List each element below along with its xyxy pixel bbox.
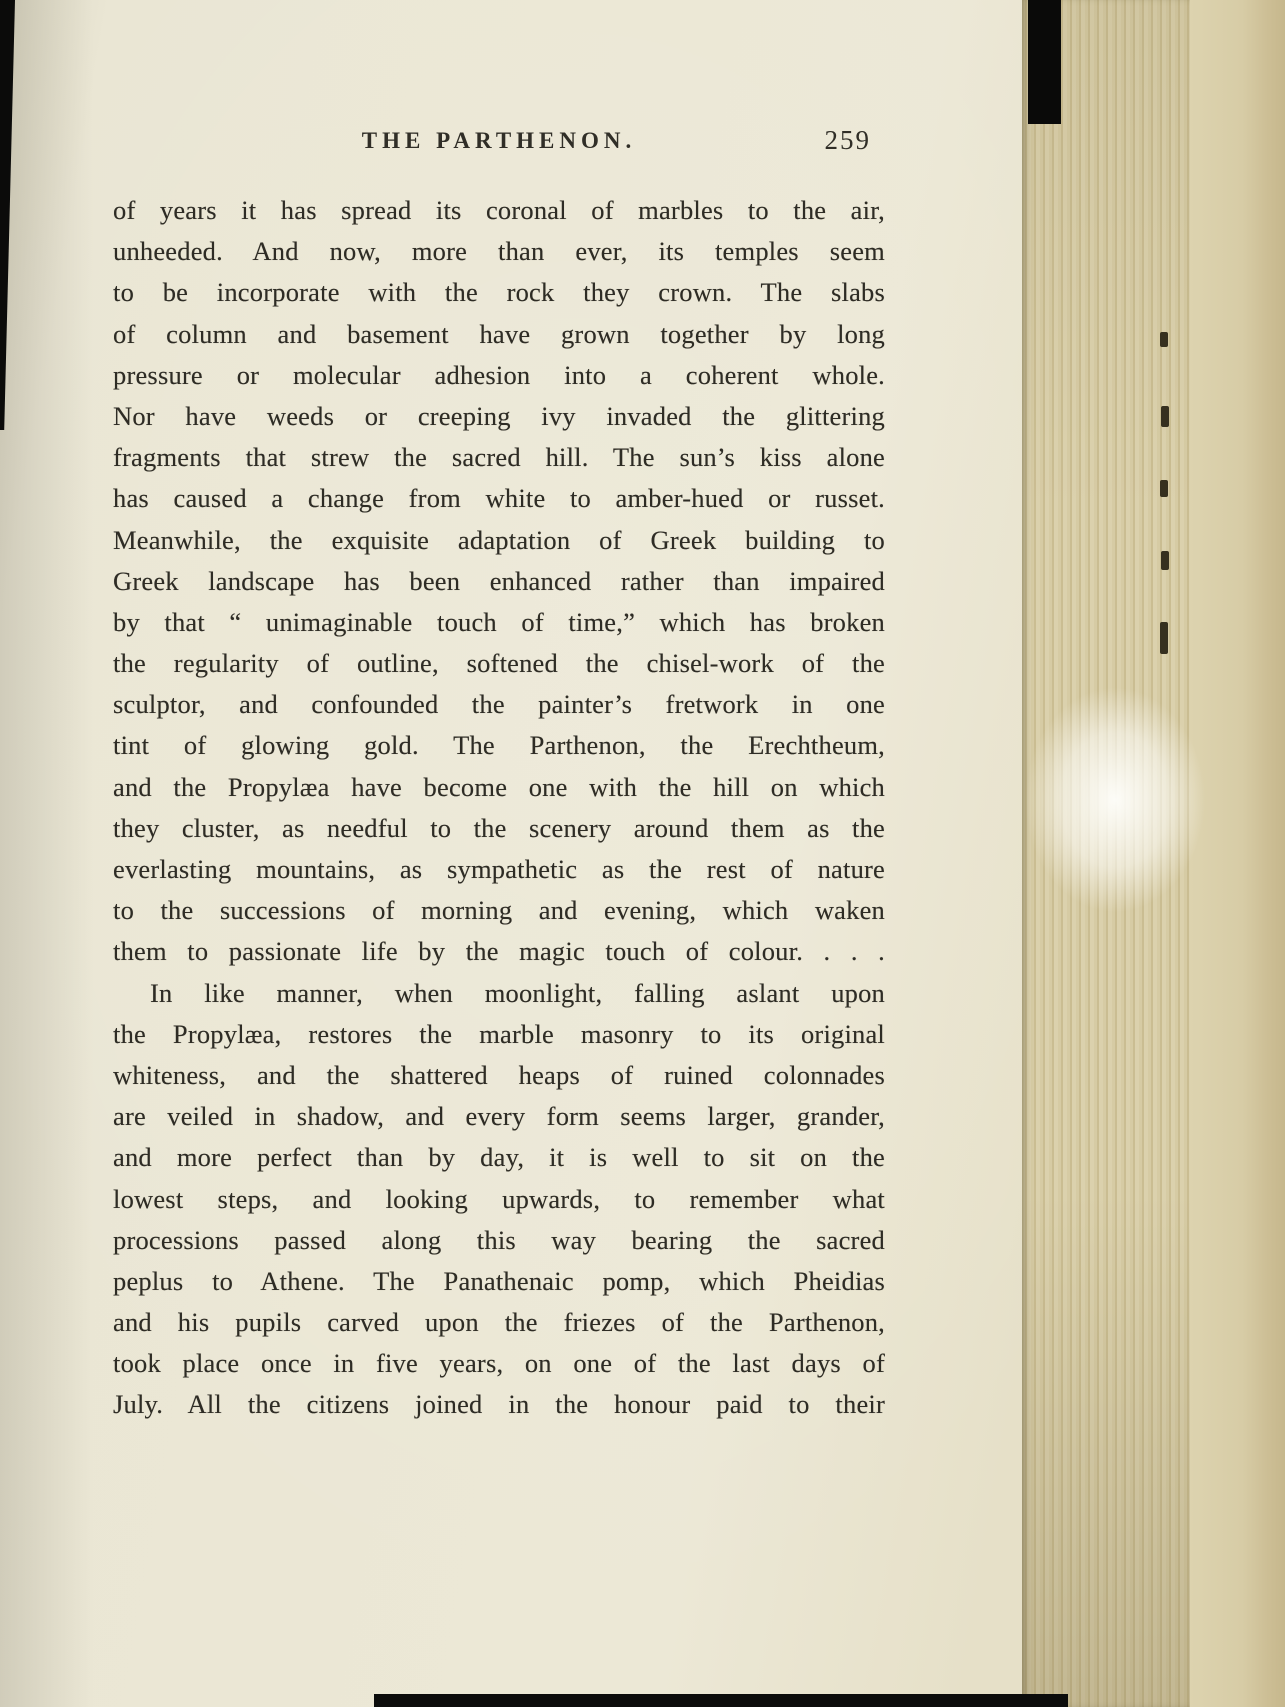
text-line: to be incorporate with the rock they crown. The slabs [113,277,885,308]
text-line: pressure or molecular adhesion into a coherent whole. [113,359,885,390]
text-line: peplus to Athene. The Panathenaic pomp, which Pheidias [113,1265,885,1296]
text-line: the regularity of outline, softened the chisel-work of the [113,648,885,679]
text-line: sculptor, and confounded the painter’s fretwork in one [113,689,885,720]
page-edge-mark [1160,332,1168,347]
text-line: lowest steps, and looking upwards, to remember what [113,1183,885,1214]
text-line: processions passed along this way bearing the sacred [113,1224,885,1255]
text-line: everlasting mountains, as sympathetic as the rest of nature [113,854,885,884]
page-edge-mark [1160,622,1168,654]
text-line: has caused a change from white to amber-hued or russet. [113,483,885,514]
text-line: are veiled in shadow, and every form seems larger, grander, [113,1101,885,1132]
body-text [113,190,885,1426]
scan-highlight-blob [995,650,1235,950]
page-text-block [113,125,885,1426]
text-line: them to passionate life by the magic touch of colour. . . . [113,936,885,967]
text-line: Greek landscape has been enhanced rather than impaired [113,565,885,596]
text-line: tint of glowing gold. The Parthenon, the Erechtheum, [113,730,885,761]
scan-black-bar-top-right [1028,0,1061,124]
page-header [113,125,885,172]
page-gutter-shadow [0,0,110,1707]
text-line: of years it has spread its coronal of marbles to the air, [113,195,885,225]
text-line: they cluster, as needful to the scenery around them as the [113,812,885,843]
text-line: fragments that strew the sacred hill. The sun’s kiss alone [113,442,885,473]
text-line: the Propylæa, restores the marble masonry to its original [113,1018,885,1049]
text-line: of column and basement have grown together by long [113,318,885,349]
text-line: July. All the citizens joined in the honour paid to their [113,1389,885,1420]
text-line: and more perfect than by day, it is well to sit on the [113,1142,885,1173]
page-edge-mark [1161,406,1169,427]
text-line: to the successions of morning and evening, which waken [113,895,885,926]
text-line: by that “ unimaginable touch of time,” which has broken [113,606,885,637]
text-line: In like manner, when moonlight, falling aslant upon [150,977,885,1008]
running-title: THE PARTHENON. [361,128,637,153]
text-line: and his pupils carved upon the friezes of the Parthenon, [113,1307,885,1338]
text-line: Meanwhile, the exquisite adaptation of Greek building to [113,524,885,555]
text-line: and the Propylæa have become one with the hill on which [113,771,885,802]
page-number: 259 [824,125,871,155]
text-line: unheeded. And now, more than ever, its temples seem [113,236,885,267]
text-line: whiteness, and the shattered heaps of ruined colonnades [113,1059,885,1090]
page-edge-mark [1161,551,1169,570]
text-line: took place once in five years, on one of the last days of [113,1348,885,1379]
text-line: Nor have weeds or creeping ivy invaded the glittering [113,400,885,431]
page-edge-mark [1160,480,1168,497]
scan-black-bar-bottom [374,1694,1068,1707]
